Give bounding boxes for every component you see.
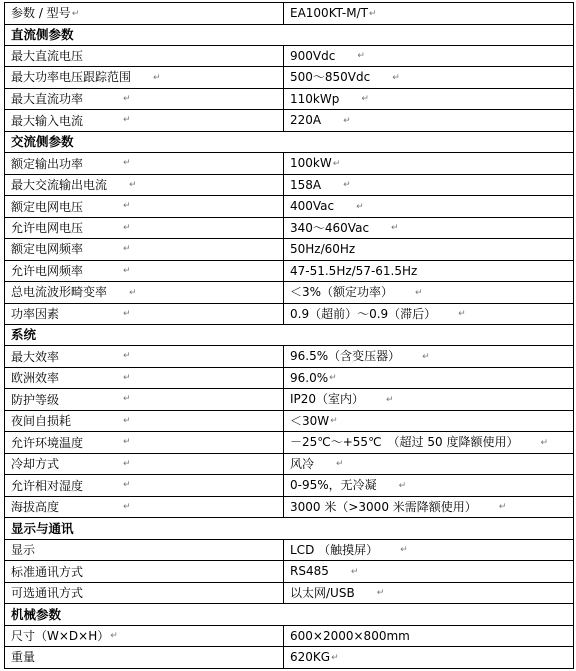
table-row (5, 88, 574, 110)
spec-table (4, 2, 574, 669)
parameter-value-cell (284, 174, 574, 196)
paragraph-mark-icon: ↵ (129, 287, 137, 298)
parameter-value-cell (284, 625, 574, 647)
parameter-value-cell (284, 67, 574, 89)
parameter-value-cell (284, 45, 574, 67)
parameter-value: 400Vac (290, 199, 335, 214)
parameter-label-cell (5, 475, 284, 497)
section-title-text: 系统 (11, 327, 37, 343)
paragraph-mark-icon: ↵ (343, 115, 351, 126)
section-header-row (5, 325, 574, 346)
parameter-label-cell (5, 389, 284, 411)
parameter-value-cell (284, 3, 574, 25)
parameter-label: 最大输入电流 (11, 113, 84, 128)
paragraph-mark-icon: ↵ (123, 158, 131, 169)
parameter-label: 允许电网电压 (11, 221, 84, 236)
parameter-label-cell (5, 3, 284, 25)
parameter-label-cell (5, 582, 284, 604)
parameter-label-cell (5, 410, 284, 432)
section-title-text: 显示与通讯 (11, 520, 74, 536)
table-row (5, 260, 574, 281)
parameter-value-cell (284, 582, 574, 604)
section-header-row (5, 604, 574, 625)
parameter-label: 最大功率电压跟踪范围 (11, 70, 132, 85)
parameter-label-cell (5, 88, 284, 110)
parameter-label: 欧洲效率 (11, 371, 60, 386)
parameter-value: 以太网/USB (290, 585, 355, 600)
parameter-label: 额定输出功率 (11, 156, 84, 171)
paragraph-mark-icon: ↵ (123, 437, 131, 448)
parameter-label-cell (5, 45, 284, 67)
parameter-value: 96.0% (290, 370, 329, 385)
paragraph-mark-icon: ↵ (386, 394, 394, 405)
parameter-value-cell (284, 239, 574, 260)
parameter-value: 96.5%（含变压器） (290, 349, 401, 364)
paragraph-mark-icon: ↵ (422, 351, 430, 362)
parameter-label: 允许相对湿度 (11, 478, 84, 493)
paragraph-mark-icon: ↵ (540, 437, 548, 448)
section-header-row (5, 131, 574, 152)
parameter-value: 47-51.5Hz/57-61.5Hz (290, 263, 418, 278)
parameter-value-cell (284, 303, 574, 325)
spec-table-body (5, 3, 574, 669)
paragraph-mark-icon: ↵ (123, 222, 131, 233)
paragraph-mark-icon: ↵ (343, 180, 351, 191)
parameter-value-cell (284, 410, 574, 432)
parameter-label: 标准通讯方式 (11, 564, 84, 579)
parameter-label: 参数 / 型号 (11, 6, 71, 20)
table-row (5, 346, 574, 368)
parameter-label-cell (5, 367, 284, 389)
table-row (5, 647, 574, 669)
parameter-label-cell (5, 174, 284, 196)
parameter-label-cell (5, 539, 284, 561)
parameter-value: －25℃～+55℃ （超过 50 度降额使用） (290, 435, 519, 450)
table-row (5, 239, 574, 260)
parameter-label: 重量 (11, 650, 36, 665)
table-row (5, 475, 574, 497)
parameter-value: 340～460Vac (290, 220, 370, 235)
table-row (5, 45, 574, 67)
parameter-label-cell (5, 196, 284, 218)
paragraph-mark-icon: ↵ (361, 94, 369, 105)
parameter-label-cell (5, 647, 284, 669)
parameter-label: 夜间自损耗 (11, 414, 72, 429)
parameter-label-cell (5, 239, 284, 260)
parameter-label-cell (5, 561, 284, 583)
parameter-label: 允许环境温度 (11, 435, 84, 450)
section-header-row (5, 518, 574, 539)
table-row (5, 174, 574, 196)
paragraph-mark-icon: ↵ (123, 480, 131, 491)
paragraph-mark-icon: ↵ (392, 72, 400, 83)
parameter-label: 最大直流功率 (11, 92, 84, 107)
parameter-value-cell (284, 389, 574, 411)
parameter-value: 0-95%，无冷凝 (290, 478, 377, 493)
parameter-label-cell (5, 282, 284, 304)
paragraph-mark-icon: ↵ (123, 458, 131, 469)
parameter-label: 额定电网频率 (11, 242, 84, 257)
paragraph-mark-icon: ↵ (331, 652, 339, 663)
parameter-label-cell (5, 260, 284, 281)
paragraph-mark-icon: ↵ (123, 501, 131, 512)
table-row (5, 496, 574, 518)
parameter-value-cell (284, 110, 574, 132)
parameter-label-cell (5, 453, 284, 475)
section-title-text: 直流侧参数 (11, 26, 74, 42)
parameter-label-cell (5, 110, 284, 132)
paragraph-mark-icon: ↵ (398, 480, 407, 491)
parameter-value-cell (284, 647, 574, 669)
parameter-label-cell (5, 217, 284, 239)
section-title (5, 24, 574, 45)
paragraph-mark-icon: ↵ (153, 72, 161, 83)
parameter-value: 0.9（超前）～0.9（滞后） (290, 306, 437, 321)
parameter-value: IP20（室内） (290, 392, 365, 407)
parameter-label-cell (5, 346, 284, 368)
section-title (5, 131, 574, 152)
section-title-text: 机械参数 (11, 606, 62, 622)
parameter-label-cell (5, 303, 284, 325)
table-row (5, 539, 574, 561)
parameter-label: 功率因素 (11, 306, 60, 321)
parameter-value: EA100KT-M/T (290, 6, 368, 20)
parameter-value-cell (284, 346, 574, 368)
paragraph-mark-icon: ↵ (350, 566, 359, 577)
section-title (5, 604, 574, 625)
paragraph-mark-icon: ↵ (332, 158, 341, 169)
parameter-value-cell (284, 260, 574, 281)
paragraph-mark-icon: ↵ (498, 502, 507, 513)
paragraph-mark-icon: ↵ (400, 545, 408, 556)
paragraph-mark-icon: ↵ (415, 287, 423, 298)
parameter-label: 最大直流电压 (11, 49, 84, 64)
parameter-value: 110kWp (290, 91, 340, 106)
table-row (5, 582, 574, 604)
table-row (5, 153, 574, 175)
paragraph-mark-icon: ↵ (356, 201, 364, 212)
section-title (5, 518, 574, 539)
paragraph-mark-icon: ↵ (129, 180, 137, 191)
table-row (5, 67, 574, 89)
parameter-value-cell (284, 196, 574, 218)
paragraph-mark-icon: ↵ (71, 8, 80, 19)
paragraph-mark-icon: ↵ (123, 394, 131, 405)
parameter-value-cell (284, 217, 574, 239)
table-row (5, 3, 574, 25)
table-row (5, 389, 574, 411)
table-row (5, 196, 574, 218)
parameter-value: ＜30W (290, 413, 330, 428)
parameter-value: RS485 (290, 564, 329, 579)
paragraph-mark-icon: ↵ (329, 373, 337, 384)
parameter-value: 900Vdc (290, 48, 336, 63)
paragraph-mark-icon: ↵ (123, 372, 131, 383)
parameter-label: 显示 (11, 543, 36, 558)
table-row (5, 367, 574, 389)
parameter-value-cell (284, 475, 574, 497)
parameter-value-cell (284, 539, 574, 561)
parameter-value: LCD （触摸屏） (290, 542, 379, 557)
paragraph-mark-icon: ↵ (330, 416, 338, 427)
parameter-value: 600×2000×800mm (290, 628, 410, 643)
parameter-label: 防护等级 (11, 392, 60, 407)
parameter-label: 总电流波形畸变率 (11, 285, 108, 300)
table-row (5, 110, 574, 132)
parameter-value-cell (284, 88, 574, 110)
parameter-label: 最大效率 (11, 349, 60, 364)
paragraph-mark-icon: ↵ (368, 8, 377, 19)
parameter-value-cell (284, 453, 574, 475)
paragraph-mark-icon: ↵ (376, 588, 385, 599)
paragraph-mark-icon: ↵ (357, 51, 365, 62)
paragraph-mark-icon: ↵ (336, 459, 344, 470)
paragraph-mark-icon: ↵ (110, 631, 118, 642)
parameter-label: 额定电网电压 (11, 199, 84, 214)
parameter-value: 100kW (290, 156, 332, 171)
table-row (5, 282, 574, 304)
paragraph-mark-icon: ↵ (391, 223, 399, 234)
section-title-text: 交流侧参数 (11, 134, 74, 150)
paragraph-mark-icon: ↵ (123, 415, 131, 426)
table-row (5, 561, 574, 583)
parameter-value-cell (284, 153, 574, 175)
parameter-label-cell (5, 432, 284, 454)
parameter-value: 220A (290, 113, 322, 128)
parameter-label-cell (5, 496, 284, 518)
parameter-value-cell (284, 432, 574, 454)
table-row (5, 432, 574, 454)
parameter-value: 3000 米（>3000 米需降额使用） (290, 499, 477, 514)
paragraph-mark-icon: ↵ (123, 93, 131, 104)
parameter-value-cell (284, 561, 574, 583)
table-row (5, 625, 574, 647)
parameter-value-cell (284, 282, 574, 304)
paragraph-mark-icon: ↵ (123, 265, 131, 276)
section-header-row (5, 24, 574, 45)
parameter-label: 最大交流输出电流 (11, 177, 108, 192)
paragraph-mark-icon: ↵ (123, 201, 131, 212)
parameter-label-cell (5, 153, 284, 175)
parameter-label-cell (5, 625, 284, 647)
parameter-label: 可选通讯方式 (11, 586, 84, 601)
parameter-label: 海拔高度 (11, 500, 60, 515)
paragraph-mark-icon: ↵ (123, 115, 131, 126)
parameter-value-cell (284, 496, 574, 518)
parameter-value: 620KG (290, 650, 331, 665)
parameter-label: 允许电网频率 (11, 263, 84, 278)
parameter-value: 500～850Vdc (290, 70, 371, 85)
paragraph-mark-icon: ↵ (458, 309, 466, 320)
parameter-value: ＜3%（额定功率） (290, 285, 394, 300)
parameter-value-cell (284, 367, 574, 389)
spec-sheet (4, 2, 574, 669)
section-title (5, 325, 574, 346)
paragraph-mark-icon: ↵ (123, 244, 131, 255)
paragraph-mark-icon: ↵ (123, 308, 131, 319)
parameter-label: 冷却方式 (11, 457, 60, 472)
parameter-label-cell (5, 67, 284, 89)
parameter-value: 50Hz/60Hz (290, 242, 356, 257)
parameter-label: 尺寸（W×D×H） (11, 628, 110, 643)
table-row (5, 303, 574, 325)
table-row (5, 410, 574, 432)
paragraph-mark-icon: ↵ (123, 351, 131, 362)
table-row (5, 217, 574, 239)
parameter-value: 风冷 (290, 456, 315, 471)
table-row (5, 453, 574, 475)
parameter-value: 158A (290, 177, 322, 192)
